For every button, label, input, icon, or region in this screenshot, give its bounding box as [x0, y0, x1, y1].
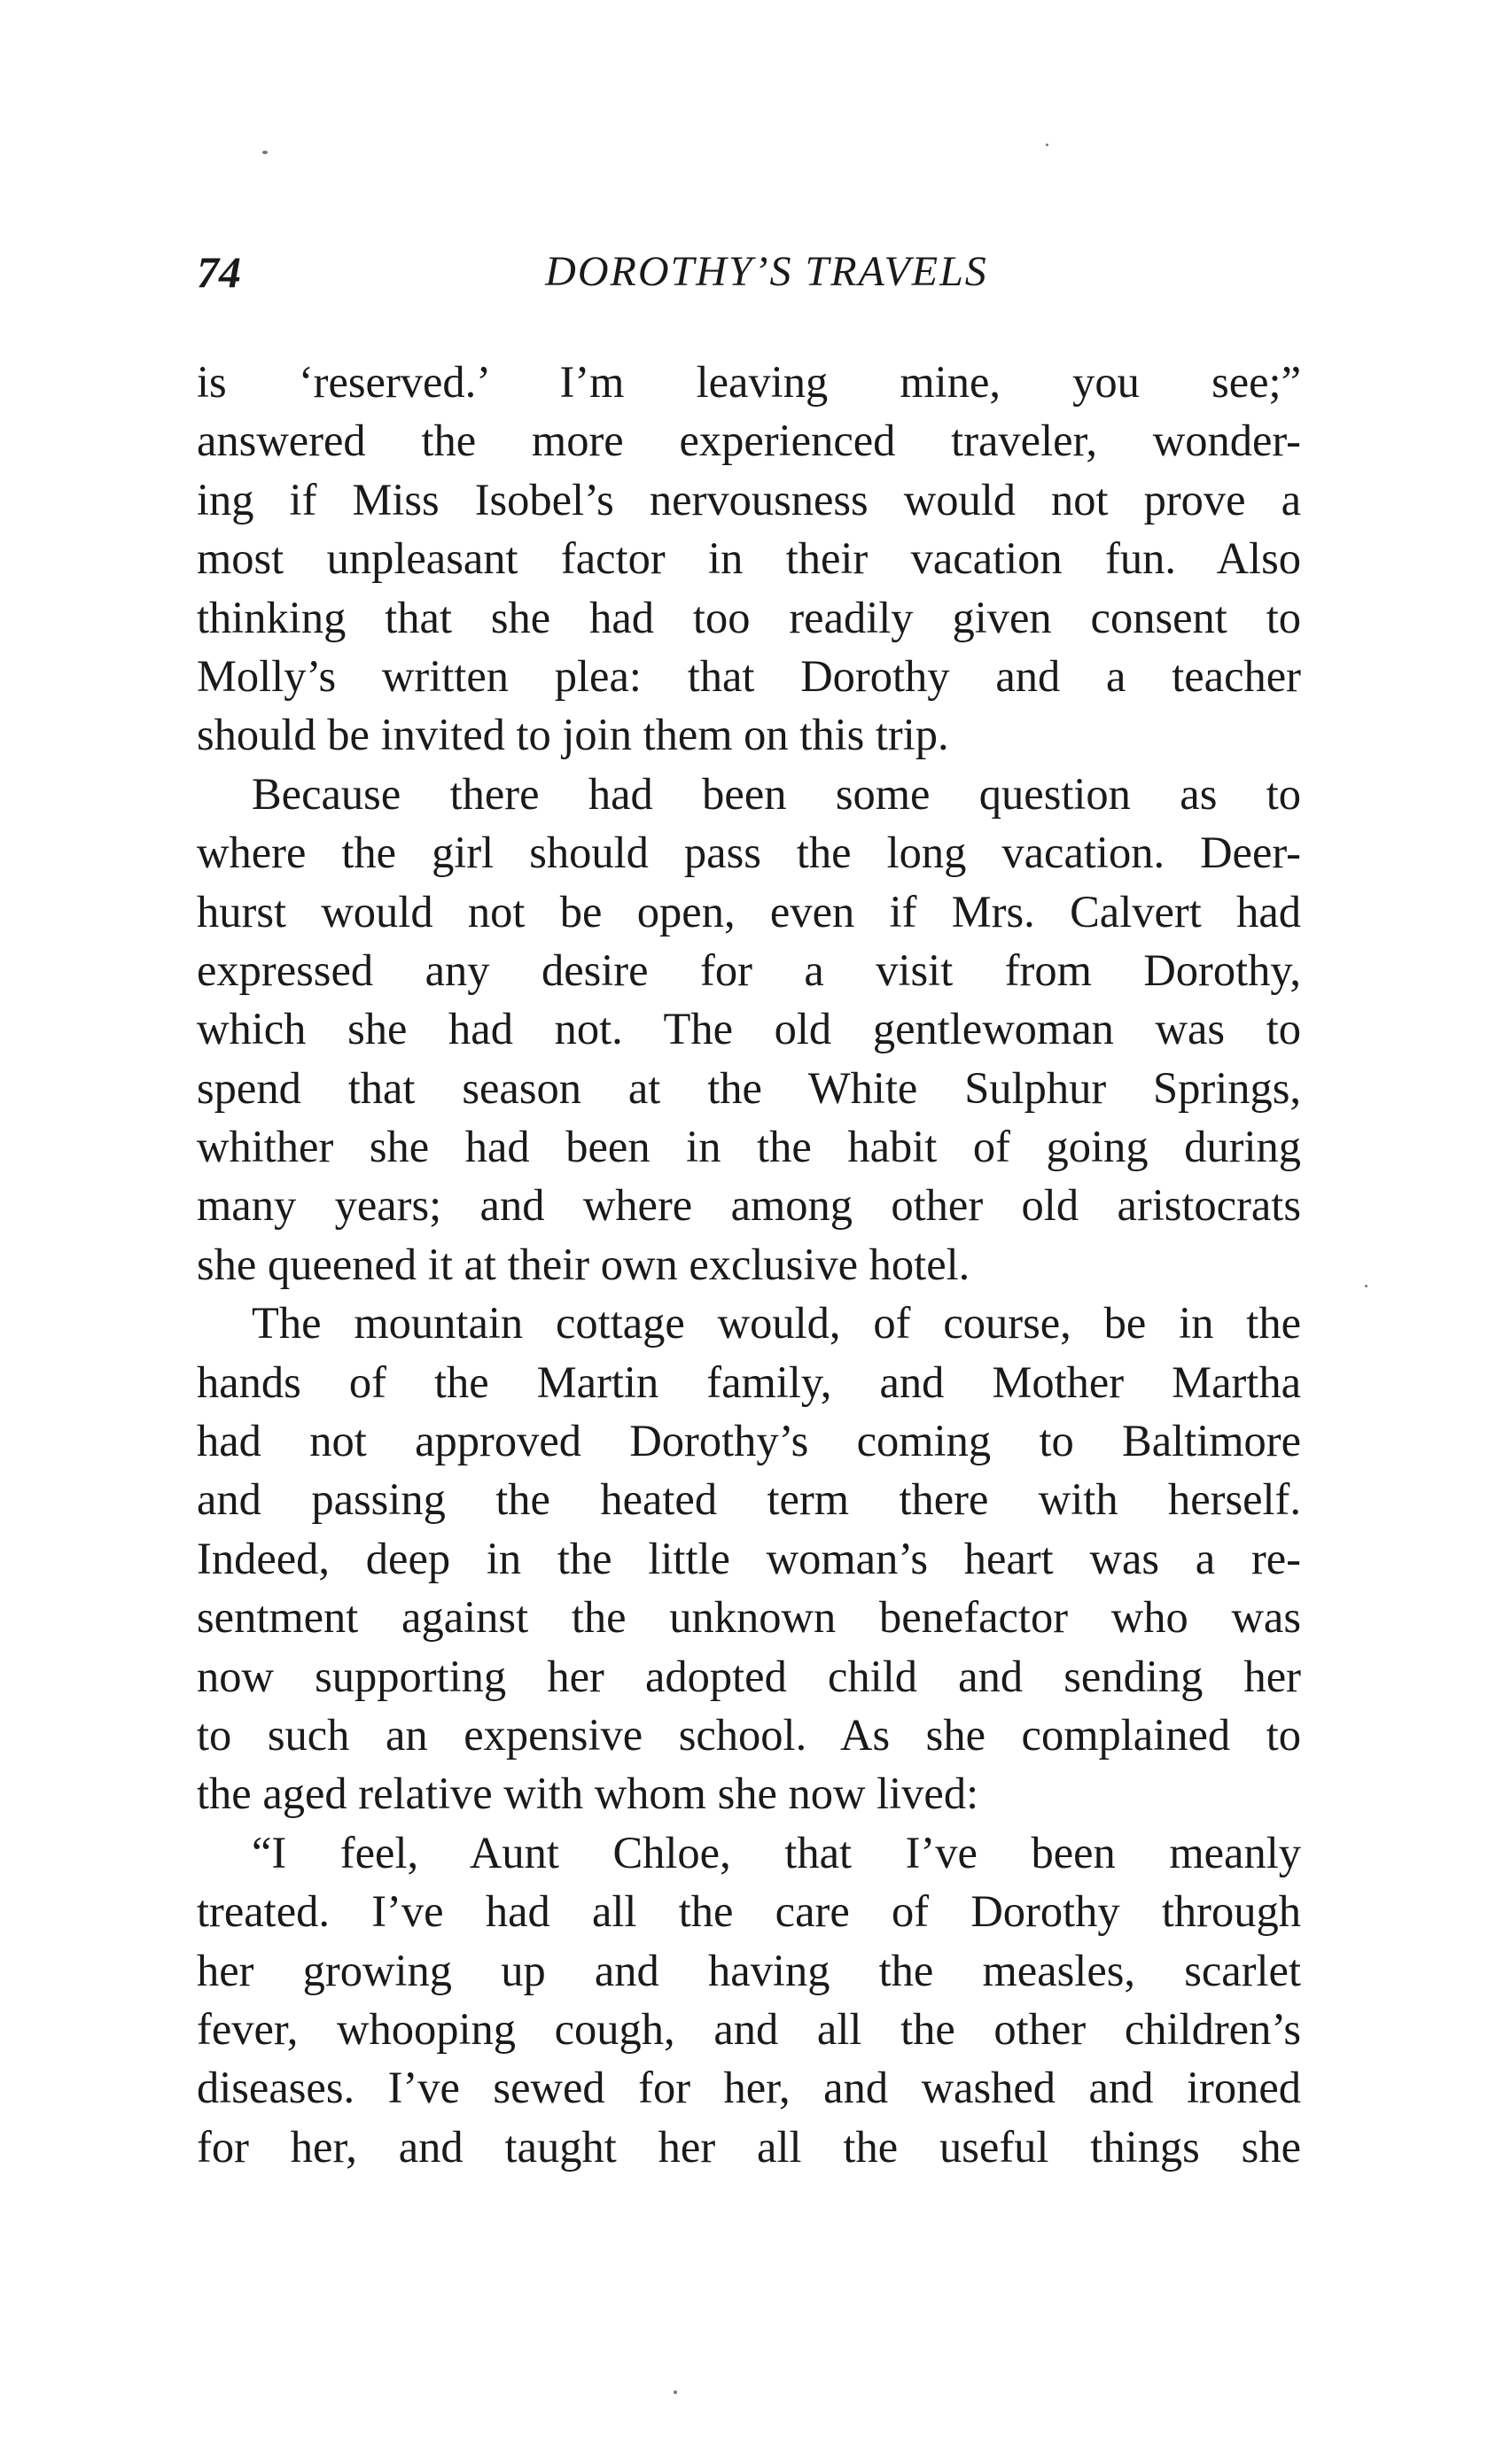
text-line: Because there had been some question as to	[252, 768, 1301, 819]
text-line: the aged relative with whom she now lived:	[197, 1768, 979, 1819]
text-line: and passing the heated term there with herself.	[197, 1474, 1301, 1525]
text-line: Indeed, deep in the little woman’s heart was a re-	[197, 1533, 1301, 1583]
page-header	[197, 241, 1301, 303]
paper-speck	[1365, 1285, 1367, 1287]
text-line: she queened it at their own exclusive hotel.	[197, 1239, 970, 1289]
text-line: hurst would not be open, even if Mrs. Calvert had	[197, 886, 1301, 937]
text-line: expressed any desire for a visit from Dorothy,	[197, 944, 1301, 995]
text-line: whither she had been in the habit of going during	[197, 1122, 1301, 1172]
text-line: ing if Miss Isobel’s nervousness would not prove a	[197, 474, 1301, 525]
text-line: diseases. I’ve sewed for her, and washed and ironed	[197, 2063, 1301, 2113]
text-line: treated. I’ve had all the care of Dorothy through	[197, 1886, 1301, 1937]
paper-speck	[262, 151, 268, 154]
text-line: hands of the Martin family, and Mother Martha	[197, 1356, 1301, 1407]
paper-speck	[1046, 144, 1048, 146]
text-line: should be invited to join them on this trip.	[197, 710, 949, 760]
text-line: which she had not. The old gentlewoman was to	[197, 1004, 1301, 1054]
paper-speck	[674, 2390, 677, 2394]
text-line: “I feel, Aunt Chloe, that I’ve been meanly	[252, 1827, 1301, 1877]
text-line: for her, and taught her all the useful things she	[197, 2121, 1301, 2172]
text-line: spend that season at the White Sulphur Springs,	[197, 1062, 1301, 1113]
text-line: where the girl should pass the long vacation. Deer-	[197, 828, 1301, 878]
text-line: is ‘reserved.’ I’m leaving mine, you see;”	[197, 357, 1301, 407]
text-line: now supporting her adopted child and sending her	[197, 1651, 1301, 1701]
text-line: most unpleasant factor in their vacation fun. Also	[197, 533, 1301, 584]
text-line: had not approved Dorothy’s coming to Baltimore	[197, 1416, 1301, 1466]
text-line: fever, whooping cough, and all the other children’s	[197, 2003, 1301, 2054]
text-line: thinking that she had too readily given consent to	[197, 592, 1301, 642]
page-body	[197, 353, 1301, 2176]
text-line: sentment against the unknown benefactor who was	[197, 1592, 1301, 1643]
text-line: answered the more experienced traveler, wonder-	[197, 416, 1301, 466]
text-line: Molly’s written plea: that Dorothy and a teacher	[197, 650, 1301, 701]
page-number: 74	[197, 247, 241, 297]
text-line: The mountain cottage would, of course, be in the	[252, 1298, 1301, 1349]
text-line: to such an expensive school. As she complained to	[197, 1709, 1301, 1760]
text-line: many years; and where among other old aristocrats	[197, 1180, 1301, 1231]
text-line: her growing up and having the measles, scarlet	[197, 1945, 1301, 1995]
running-title: DOROTHY’S TRAVELS	[545, 248, 988, 295]
